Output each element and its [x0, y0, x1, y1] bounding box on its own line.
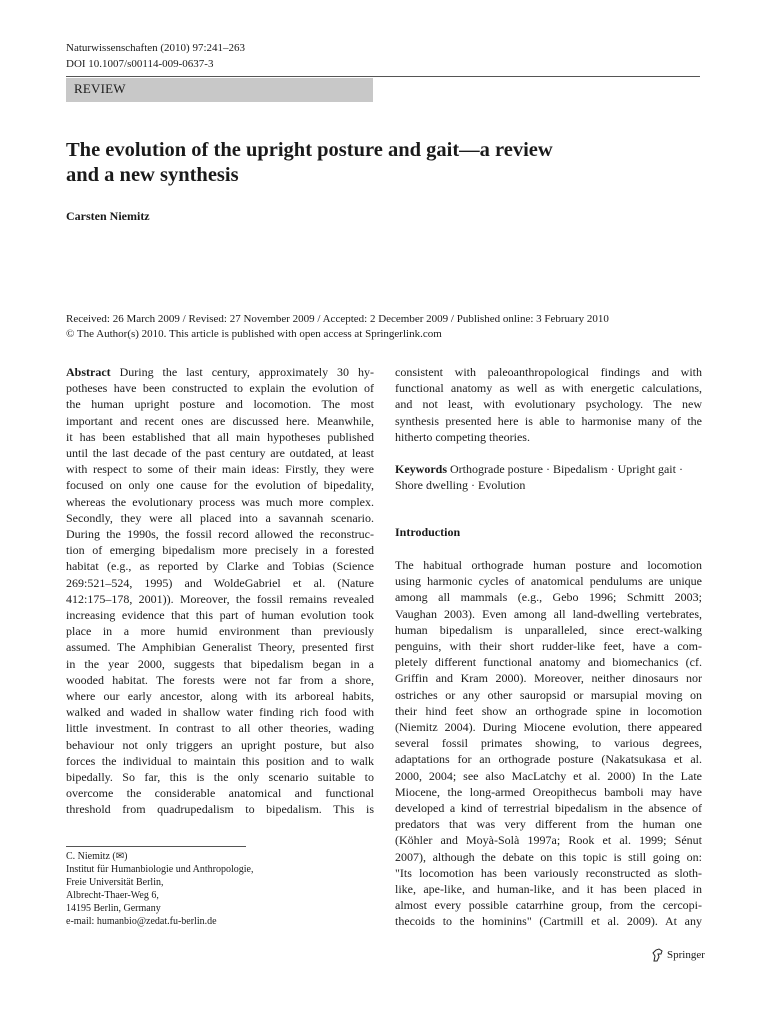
abstract-line: threshold from quadrupedalism to bipedalism. This is — [66, 802, 374, 817]
intro-line: The habitual orthograde human posture and locomotion — [395, 558, 702, 572]
intro-line: developed a kind of terrestrial bipedalism in the absence of — [395, 801, 702, 816]
intro-line: Miocene, the long-armed Oreopithecus bamboli may have — [395, 784, 702, 799]
author: Carsten Niemitz — [66, 209, 150, 223]
keywords-line-1: Orthograde posture · Bipedalism · Upright gait · — [447, 462, 683, 476]
abstract-line: it has been established that all main hypotheses published — [66, 429, 374, 444]
title-line-2: and a new synthesis — [66, 164, 239, 186]
abstract-line: until the last decade of the past century are outdated, at least — [66, 446, 374, 461]
abstract-line: increasing evidence that this part of human evolution took — [66, 608, 374, 623]
abstract-line: forces the individual to maintain this position and to walk — [66, 753, 374, 768]
abstract-line: 412:175–178, 2001)). Moreover, the fossil remains revealed — [66, 591, 374, 606]
abstract-line: in the year 2000, suggests that bipedalism began in a — [66, 656, 374, 671]
intro-line: "Its locomotion has been variously reconstructed as sloth- — [395, 865, 702, 880]
abstract-line: During the 1990s, the fossil record allowed the reconstruc- — [66, 527, 374, 542]
dates: Received: 26 March 2009 / Revised: 27 November 2009 / Accepted: 2 December 2009 / Published online: 3 February 2010 — [66, 313, 609, 325]
abstract-line: bipedally. So far, this is the only scenario suitable to — [66, 770, 374, 785]
abstract-line: overcome the considerable anatomical and functional — [66, 786, 374, 801]
footnote-line: Albrecht-Thaer-Weg 6, — [66, 890, 159, 901]
footnote-name: C. Niemitz (✉) — [66, 851, 128, 862]
intro-line: (Köhler and Moyà-Solà 1997a; Rook et al. 1999; Sénut — [395, 833, 702, 848]
author-footnote — [66, 850, 366, 928]
doi: DOI 10.1007/s00114-009-0637-3 — [66, 58, 214, 70]
intro-line: pletely different functional anatomy and biomechanics (cf. — [395, 655, 702, 670]
intro-line: predators that was very different from the human one — [395, 817, 702, 832]
abstract — [66, 364, 374, 818]
keywords — [395, 461, 702, 493]
publisher-logo — [652, 948, 705, 962]
introduction-body — [395, 557, 702, 930]
abstract-line: habitat (e.g., as reported by Clarke and Tobias (Science — [66, 559, 374, 574]
intro-line: their hind feet show an orthograde spine in locomotion — [395, 703, 702, 718]
footnote-line: 14195 Berlin, Germany — [66, 903, 161, 914]
intro-line: ostriches or any other sauropsid or marsupial moving on — [395, 687, 702, 702]
abstract-line: Abstract During the last century, approximately 30 hy- — [66, 365, 374, 379]
abstract-line: with respect to some of their main ideas: Firstly, they were — [66, 462, 374, 477]
abstract-continuation — [395, 364, 702, 445]
introduction-heading: Introduction — [395, 525, 461, 539]
footnote-line: Institut für Humanbiologie und Anthropologie, — [66, 864, 254, 875]
intro-line: among all mammals (e.g., Gebo 1996; Schmitt 2003; — [395, 590, 702, 605]
article-title — [66, 138, 666, 188]
copyright: © The Author(s) 2010. This article is published with open access at Springerlink.com — [66, 328, 442, 340]
publication-history — [66, 312, 706, 342]
abstract-line: place in a more humid environment than previously — [66, 624, 374, 639]
abstract-line: Secondly, they were all placed into a savannah scenario. — [66, 510, 374, 525]
abstract-line: and not least, with evolutionary psychology. The new — [395, 397, 702, 412]
journal-citation: Naturwissenschaften (2010) 97:241–263 — [66, 42, 246, 54]
footnote-rule — [66, 846, 246, 847]
publisher-name: Springer — [667, 949, 705, 961]
footnote-email: e-mail: humanbio@zedat.fu-berlin.de — [66, 916, 217, 927]
abstract-line: synthesis presented here is able to harmonise many of the — [395, 413, 702, 428]
intro-line: (Niemitz 2004). During Miocene evolution, there appeared — [395, 720, 702, 735]
abstract-line: behaviour not only triggers an upright posture, but also — [66, 737, 374, 752]
intro-line: 2000, 2004; see also MacLatchy et al. 2000) In the Late — [395, 768, 702, 783]
springer-horse-icon — [652, 948, 664, 962]
intro-line: like, ape-like, and human-like, and it has been placed in — [395, 882, 702, 897]
section-label-box — [66, 78, 373, 102]
intro-line: thecoids to the hominins" (Cartmill et al. 2009). At any — [395, 914, 702, 929]
abstract-line: little investment. In contrast to all other theories, wading — [66, 721, 374, 736]
intro-line: almost every possible catarrhine group, from the cercopi- — [395, 898, 702, 913]
intro-line: using harmonic cycles of anatomical pendulums are unique — [395, 574, 702, 589]
title-line-1: The evolution of the upright posture and gait—a review — [66, 139, 553, 161]
abstract-line: focused on only one cause for the evolution of bipedality, — [66, 478, 374, 493]
intro-line: several fossil primates showing, to various degrees, — [395, 736, 702, 751]
abstract-line: assumed. The Amphibian Generalist Theory, presented first — [66, 640, 374, 655]
abstract-line: where our early ancestor, along with its arboreal habits, — [66, 689, 374, 704]
abstract-line: 269:521–524, 1995) and WoldeGabriel et al. (Nature — [66, 575, 374, 590]
intro-line: penguins, with their short rudder-like feet, have a com- — [395, 639, 702, 654]
intro-line: 2007), although the debate on this topic is still going on: — [395, 849, 702, 864]
abstract-line: consistent with paleoanthropological findings and with — [395, 365, 702, 379]
abstract-line: important and recent ones are discussed here. Meanwhile, — [66, 413, 374, 428]
keywords-line-2: Shore dwelling · Evolution — [395, 478, 526, 493]
intro-line: adaptations for an orthograde posture (Nakatsukasa et al. — [395, 752, 702, 767]
abstract-heading: Abstract — [66, 365, 111, 379]
intro-line: human bipedalism is unparalleled, since erect-walking — [395, 622, 702, 637]
abstract-line: tion of emerging bipedalism more precisely in a forested — [66, 543, 374, 558]
intro-line: Vaughan 2003). Even among all land-dwelling vertebrates, — [395, 606, 702, 621]
abstract-line: whereas the evolutionary process was much more complex. — [66, 494, 374, 509]
keywords-heading: Keywords — [395, 462, 447, 476]
abstract-line: wooded habitat. The forests were not far from a shore, — [66, 672, 374, 687]
intro-line: Griffin and Kram 2000). Moreover, neither dinosaurs nor — [395, 671, 702, 686]
abstract-line: the human upright posture and locomotion. The most — [66, 397, 374, 412]
abstract-line: walked and waded in shallow water finding rich food with — [66, 705, 374, 720]
footnote-line: Freie Universität Berlin, — [66, 877, 164, 888]
abstract-line: potheses have been constructed to explain the evolution of — [66, 381, 374, 396]
header-rule — [66, 76, 700, 77]
section-label: REVIEW — [74, 81, 126, 96]
abstract-line: functional anatomy as well as with energetic calculations, — [395, 381, 702, 396]
abstract-line: hitherto competing theories. — [395, 429, 530, 444]
